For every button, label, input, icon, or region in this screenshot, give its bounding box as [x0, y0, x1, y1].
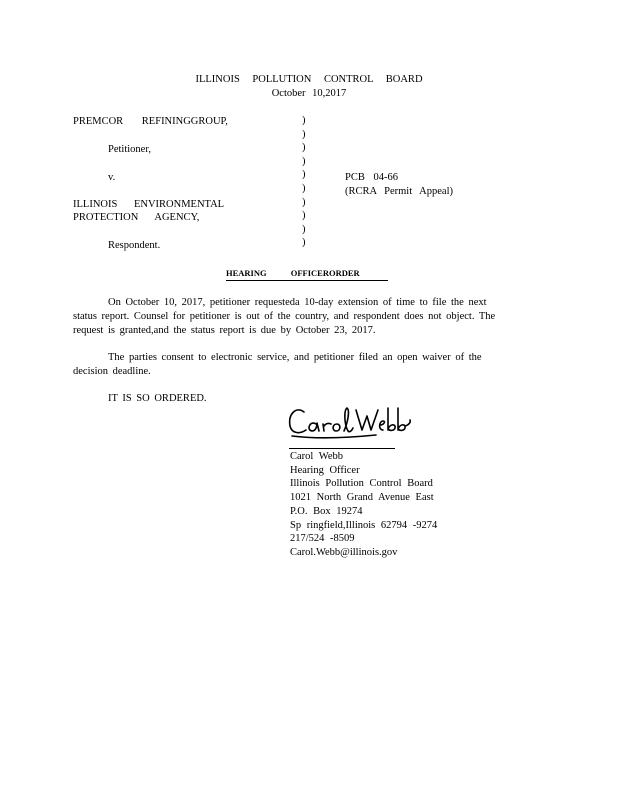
- para1-line2: status report. Counsel for petitioner is out of the country, and respondent does not object. The: [73, 311, 496, 322]
- paren: ): [302, 115, 306, 126]
- signature-block: [290, 450, 437, 560]
- paren: ): [302, 128, 306, 140]
- versus-label: v.: [108, 172, 116, 183]
- signature-line: [289, 448, 395, 449]
- order-title: HEARING OFFICERORDER: [226, 268, 360, 278]
- paren: ): [302, 155, 306, 167]
- signer-email[interactable]: Carol.Webb@illinois.gov: [290, 546, 398, 558]
- para2-line2: decision deadline.: [73, 366, 151, 377]
- respondent-name-line1: ILLINOIS ENVIRONMENTAL: [73, 199, 225, 210]
- case-number: PCB 04-66: [345, 172, 398, 183]
- paren: ): [302, 237, 306, 249]
- para1-line1: On October 10, 2017, petitioner requesteda 10-day extension of time to file the next: [108, 297, 487, 308]
- paren: ): [302, 169, 306, 181]
- paren: ): [302, 223, 306, 235]
- respondent-role: Respondent.: [108, 240, 161, 251]
- order-title-underline: [226, 280, 388, 281]
- paren: ): [302, 210, 306, 222]
- order-date: October 10,2017: [271, 88, 347, 99]
- signer-title: Hearing Officer: [290, 464, 360, 476]
- petitioner-role: Petitioner,: [108, 144, 152, 155]
- caption-paren-column: [302, 114, 306, 250]
- para1-line3: request is granted,and the status report is due by October 23, 2017.: [73, 325, 376, 336]
- petitioner-name: PREMCOR REFININGGROUP,: [73, 116, 228, 127]
- signer-org: Illinois Pollution Control Board: [290, 478, 433, 490]
- signer-address2: P.O. Box 19274: [290, 505, 363, 517]
- closing-statement: IT IS SO ORDERED.: [108, 393, 207, 404]
- signer-phone: 217/524 -8509: [290, 533, 355, 545]
- handwritten-signature: [286, 400, 416, 444]
- respondent-name-line2: PROTECTION AGENCY,: [73, 212, 200, 223]
- agency-heading: ILLINOIS POLLUTION CONTROL BOARD: [195, 74, 423, 85]
- paren: ): [302, 196, 306, 208]
- signer-address1: 1021 North Grand Avenue East: [290, 492, 434, 504]
- paren: ): [302, 142, 306, 154]
- para2-line1: The parties consent to electronic service, and petitioner filed an open waiver of the: [108, 352, 482, 363]
- case-type: (RCRA Permit Appeal): [345, 186, 453, 197]
- signer-name: Carol Webb: [290, 451, 343, 462]
- signer-city: Sp ringfield,Illinois 62794 -9274: [290, 519, 438, 531]
- paren: ): [302, 182, 306, 194]
